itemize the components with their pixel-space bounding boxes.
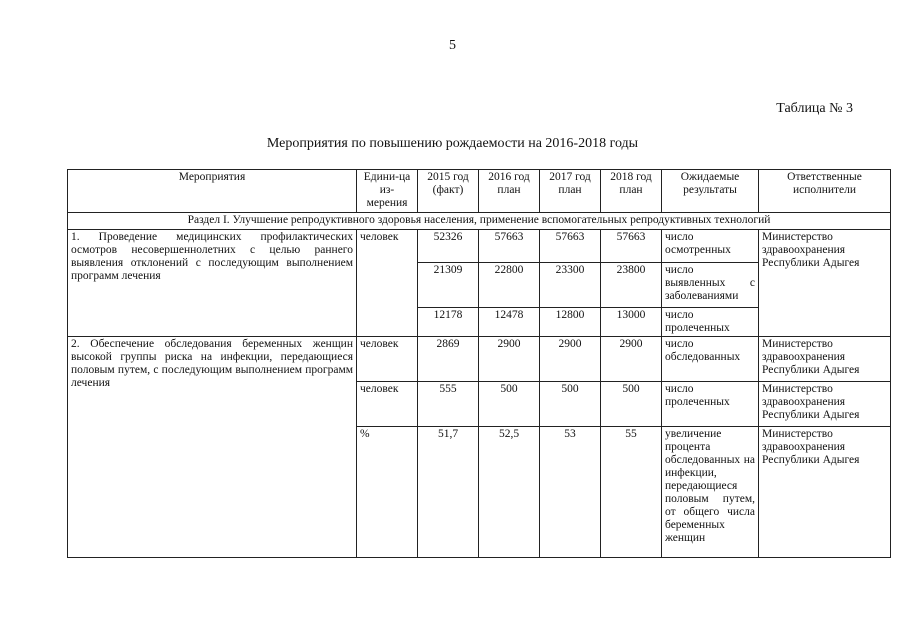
header-2018: 2018 год план [601, 170, 662, 213]
value-2018-cell: 2900 [601, 337, 662, 382]
value-2017-cell: 12800 [540, 308, 601, 337]
activities-table [67, 169, 891, 558]
unit-cell: человек [357, 230, 418, 337]
responsible-cell: Министерство здравоохранения Республики Адыгея [759, 427, 891, 558]
section-title: Раздел I. Улучшение репродуктивного здоровья населения, применение вспомогательных репродуктивных технологий [68, 213, 891, 230]
value-2018-cell: 57663 [601, 230, 662, 263]
result-cell: увеличение процента обследованных на инфекции, передающиеся половым путем, от общего числа беременных женщин [662, 427, 759, 558]
value-2016-cell: 2900 [479, 337, 540, 382]
header-2015: 2015 год (факт) [418, 170, 479, 213]
table-header-row [68, 170, 891, 213]
table-row [68, 230, 891, 263]
result-cell: число пролеченных [662, 382, 759, 427]
value-2017-cell: 53 [540, 427, 601, 558]
table-label: Таблица № 3 [776, 101, 853, 116]
value-2017-cell: 2900 [540, 337, 601, 382]
value-2015-cell: 52326 [418, 230, 479, 263]
unit-cell: человек [357, 382, 418, 427]
responsible-cell: Министерство здравоохранения Республики Адыгея [759, 230, 891, 337]
activity-cell: 1. Проведение медицинских профилактических осмотров несовершеннолетних с целью раннего выявления отклонений с последующим выполнением программ лечения [68, 230, 357, 337]
result-cell: число осмотренных [662, 230, 759, 263]
table-row [68, 337, 891, 382]
value-2018-cell: 55 [601, 427, 662, 558]
value-2015-cell: 51,7 [418, 427, 479, 558]
result-cell: число пролеченных [662, 308, 759, 337]
header-2017: 2017 год план [540, 170, 601, 213]
header-activity: Мероприятия [68, 170, 357, 213]
value-2015-cell: 2869 [418, 337, 479, 382]
value-2018-cell: 13000 [601, 308, 662, 337]
header-unit: Едини-ца из-мерения [357, 170, 418, 213]
result-cell: число выявленных с заболеваниями [662, 263, 759, 308]
value-2016-cell: 12478 [479, 308, 540, 337]
section-row [68, 213, 891, 230]
activity-cell: 2. Обеспечение обследования беременных женщин высокой группы риска на инфекции, передающиеся половым путем, с последующим выполнением программ лечения [68, 337, 357, 558]
value-2015-cell: 555 [418, 382, 479, 427]
value-2016-cell: 22800 [479, 263, 540, 308]
value-2018-cell: 500 [601, 382, 662, 427]
value-2017-cell: 500 [540, 382, 601, 427]
value-2018-cell: 23800 [601, 263, 662, 308]
value-2016-cell: 52,5 [479, 427, 540, 558]
unit-cell: человек [357, 337, 418, 382]
value-2017-cell: 57663 [540, 230, 601, 263]
page-number: 5 [449, 38, 456, 53]
result-cell: число обследованных [662, 337, 759, 382]
header-2016: 2016 год план [479, 170, 540, 213]
header-results: Ожидаемые результаты [662, 170, 759, 213]
responsible-cell: Министерство здравоохранения Республики Адыгея [759, 337, 891, 382]
responsible-cell: Министерство здравоохранения Республики Адыгея [759, 382, 891, 427]
value-2016-cell: 57663 [479, 230, 540, 263]
value-2017-cell: 23300 [540, 263, 601, 308]
header-responsible: Ответственные исполнители [759, 170, 891, 213]
unit-cell: % [357, 427, 418, 558]
value-2016-cell: 500 [479, 382, 540, 427]
value-2015-cell: 12178 [418, 308, 479, 337]
value-2015-cell: 21309 [418, 263, 479, 308]
document-title: Мероприятия по повышению рождаемости на 2016-2018 годы [266, 136, 639, 151]
